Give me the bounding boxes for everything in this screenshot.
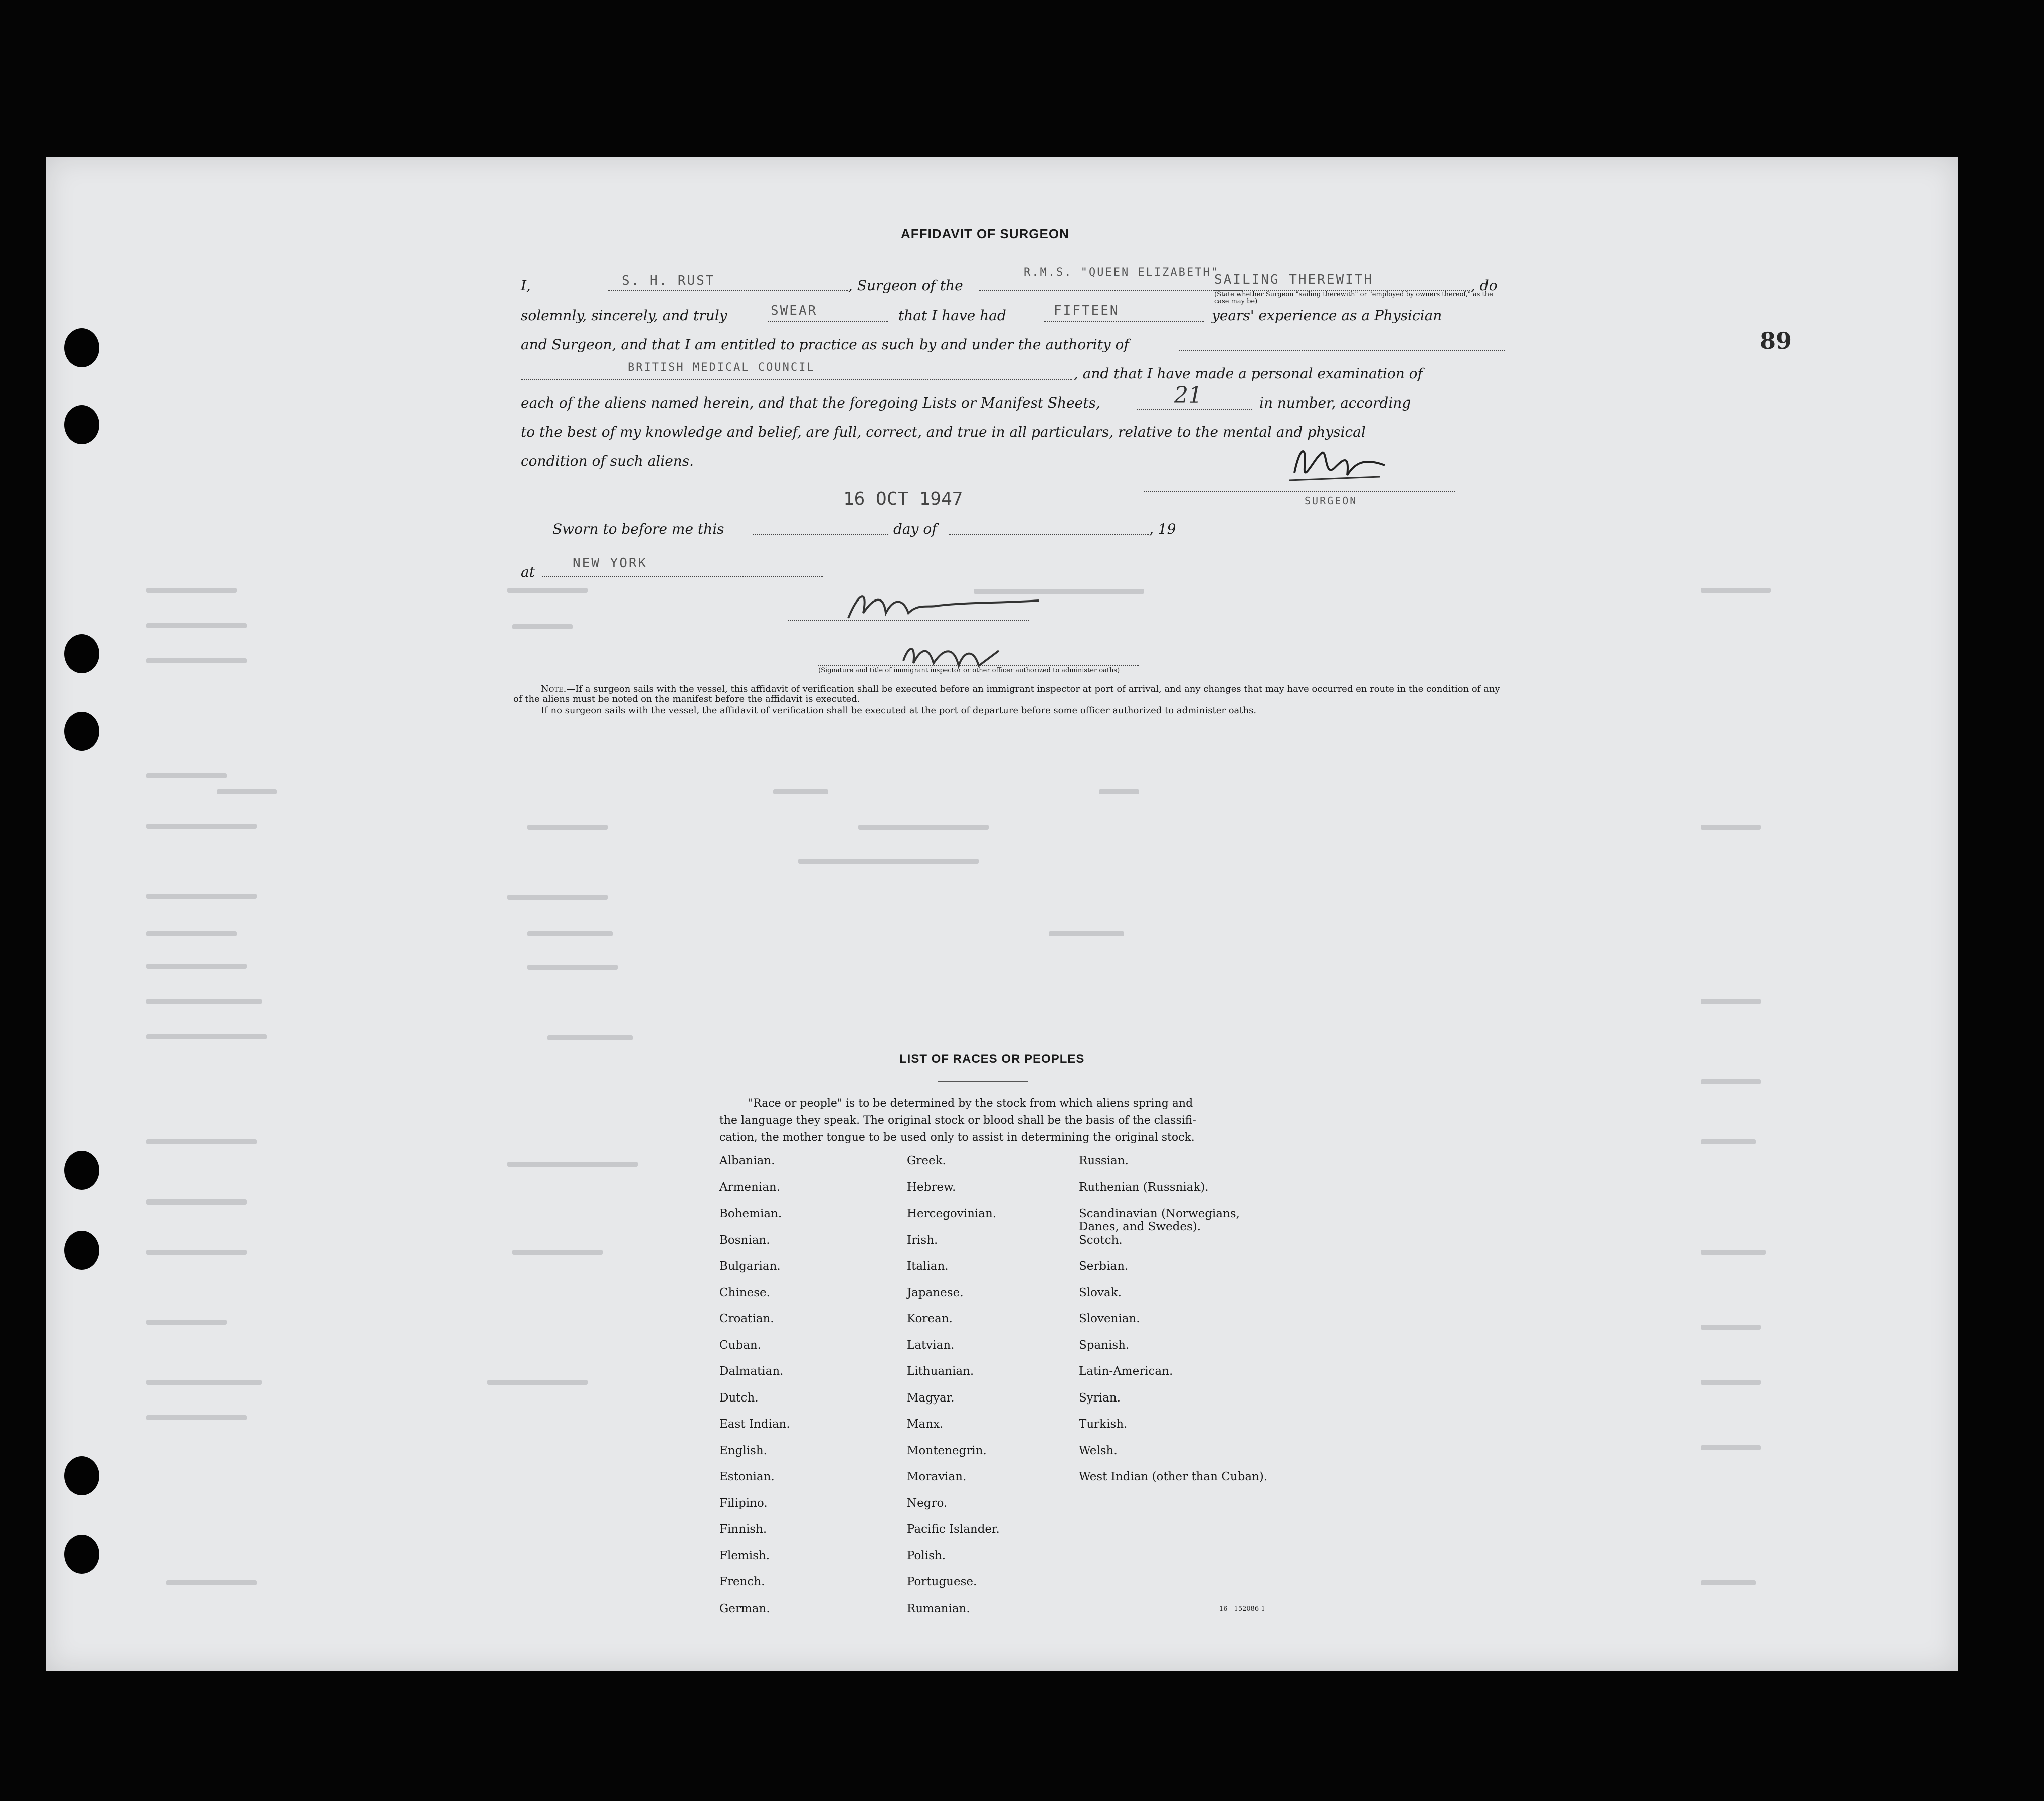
race-item: Russian. [1079,1154,1129,1167]
affidavit-line6: to the best of my knowledge and belief, are full, correct, and true in all particulars, relative to the mental and physical [521,424,1366,440]
race-item: Pacific Islander. [907,1523,1000,1536]
sworn-a: Sworn to before me this [552,521,724,537]
race-item: Scotch. [1079,1233,1123,1247]
affidavit-note [513,684,1511,704]
affidavit-line4: , and that I have made a personal examination of [1074,365,1423,382]
race-item: Welsh. [1079,1444,1118,1457]
affidavit-i: I, [521,277,531,294]
affidavit-line5b: in number, according [1259,394,1411,411]
binder-hole [64,1535,99,1574]
race-item: Italian. [907,1260,949,1273]
affidavit-do: , do [1471,277,1498,294]
race-item: Montenegrin. [907,1444,987,1457]
place-name: NEW YORK [573,556,648,571]
race-item: East Indian. [719,1418,790,1431]
race-item: German. [719,1602,770,1615]
binder-hole [64,1456,99,1495]
race-item: Slovak. [1079,1286,1122,1299]
race-item: Portuguese. [907,1575,977,1588]
races-column-1 [719,1154,790,1628]
affidavit-line3: and Surgeon, and that I am entitled to practice as such by and under the authority of [521,336,1129,353]
binder-hole [64,328,99,367]
race-item: Latin-American. [1079,1365,1173,1378]
race-item: Albanian. [719,1154,775,1167]
note-text-2: If no surgeon sails with the vessel, the affidavit of verification shall be executed at the port of departure before some officer authorized to administer oaths. [541,705,1257,716]
races-intro-2: the language they speak. The original stock or blood shall be the basis of the classifi- [719,1114,1196,1127]
sheet-count: 21 [1174,382,1202,408]
race-item: Bulgarian. [719,1260,781,1273]
sworn-b: day of [893,521,937,537]
page-number: 89 [1760,327,1792,354]
race-item: Scandinavian (Norwegians, Danes, and Swedes). [1079,1207,1240,1233]
race-item: West Indian (other than Cuban). [1079,1470,1268,1483]
race-item: Dalmatian. [719,1365,784,1378]
race-item: Lithuanian. [907,1365,974,1378]
note-label: Note. [541,684,567,694]
manifest-sheet [46,157,1958,1671]
race-item: Polish. [907,1549,946,1562]
binder-hole [64,1231,99,1270]
race-item: Armenian. [719,1180,781,1194]
race-item: Greek. [907,1154,946,1167]
binder-hole [64,1151,99,1190]
ship-name: R.M.S. "QUEEN ELIZABETH" [1024,266,1219,279]
date-stamp: 16 OCT 1947 [843,489,963,509]
authority-name: BRITISH MEDICAL COUNCIL [628,361,815,374]
race-item: Bohemian. [719,1207,782,1220]
form-number: 16—152086-1 [1219,1605,1265,1613]
race-item: Estonian. [719,1470,775,1483]
race-item: Flemish. [719,1549,770,1562]
race-item: French. [719,1575,765,1588]
race-item: Bosnian. [719,1233,770,1247]
race-item: Serbian. [1079,1260,1129,1273]
binder-hole [64,634,99,673]
races-column-2 [907,1154,1000,1628]
note-text-1: —If a surgeon sails with the vessel, this affidavit of verification shall be executed before an immigrant inspector at port of arrival, and any changes that may have occurred en route in the condition of any of the aliens must be noted on the manifest before the affidavit is executed. [513,684,1500,704]
binder-hole [64,405,99,444]
race-item: Slovenian. [1079,1312,1140,1325]
race-item: Negro. [907,1496,948,1510]
race-item: Irish. [907,1233,938,1247]
affidavit-line2a: solemnly, sincerely, and truly [521,307,727,324]
race-item: Spanish. [1079,1338,1130,1352]
surgeon-status: SAILING THEREWITH [1214,272,1374,287]
race-item: Hebrew. [907,1180,956,1194]
race-item: Manx. [907,1418,944,1431]
surgeon-name: S. H. RUST [622,273,715,288]
race-item: Chinese. [719,1286,770,1299]
race-item: Magyar. [907,1391,955,1405]
surgeon-caption: SURGEON [1305,495,1358,507]
sworn-c: , 19 [1149,521,1176,537]
races-column-3 [1079,1154,1274,1497]
race-item: Japanese. [907,1286,964,1299]
race-item: Latvian. [907,1338,955,1352]
race-item: Ruthenian (Russniak). [1079,1180,1209,1194]
affidavit-surgeon-of: , Surgeon of the [848,277,963,294]
races-intro-3: cation, the mother tongue to be used only to assist in determining the original stock. [719,1131,1195,1144]
race-item: English. [719,1444,767,1457]
race-item: Turkish. [1079,1418,1128,1431]
status-note: (State whether Surgeon "sailing therewith" or "employed by owners thereof," as the case may be) [1214,291,1493,305]
races-intro-1: "Race or people" is to be determined by the stock from which aliens spring and [748,1097,1193,1110]
race-item: Korean. [907,1312,953,1325]
affidavit-line2c: years' experience as a Physician [1212,307,1442,324]
inspector-signature [838,583,1049,628]
race-item: Hercegovinian. [907,1207,997,1220]
oath-type: SWEAR [771,303,818,318]
race-item: Syrian. [1079,1391,1121,1405]
races-title: LIST OF RACES OR PEOPLES [899,1052,1085,1066]
affidavit-line5a: each of the aliens named herein, and that the foregoing Lists or Manifest Sheets, [521,394,1100,411]
race-item: Rumanian. [907,1602,970,1615]
affidavit-line7: condition of such aliens. [521,453,694,469]
binder-hole [64,712,99,751]
race-item: Finnish. [719,1523,767,1536]
affidavit-title: AFFIDAVIT OF SURGEON [901,226,1069,241]
race-item: Filipino. [719,1496,768,1510]
race-item: Dutch. [719,1391,759,1405]
race-item: Cuban. [719,1338,761,1352]
signature-caption: (Signature and title of immigrant inspector or other officer authorized to administer oaths) [818,667,1120,674]
affidavit-line2b: that I have had [898,307,1006,324]
race-item: Moravian. [907,1470,967,1483]
race-item: Croatian. [719,1312,774,1325]
years-experience: FIFTEEN [1054,303,1120,318]
surgeon-signature [1284,438,1395,493]
at-label: at [521,564,535,580]
